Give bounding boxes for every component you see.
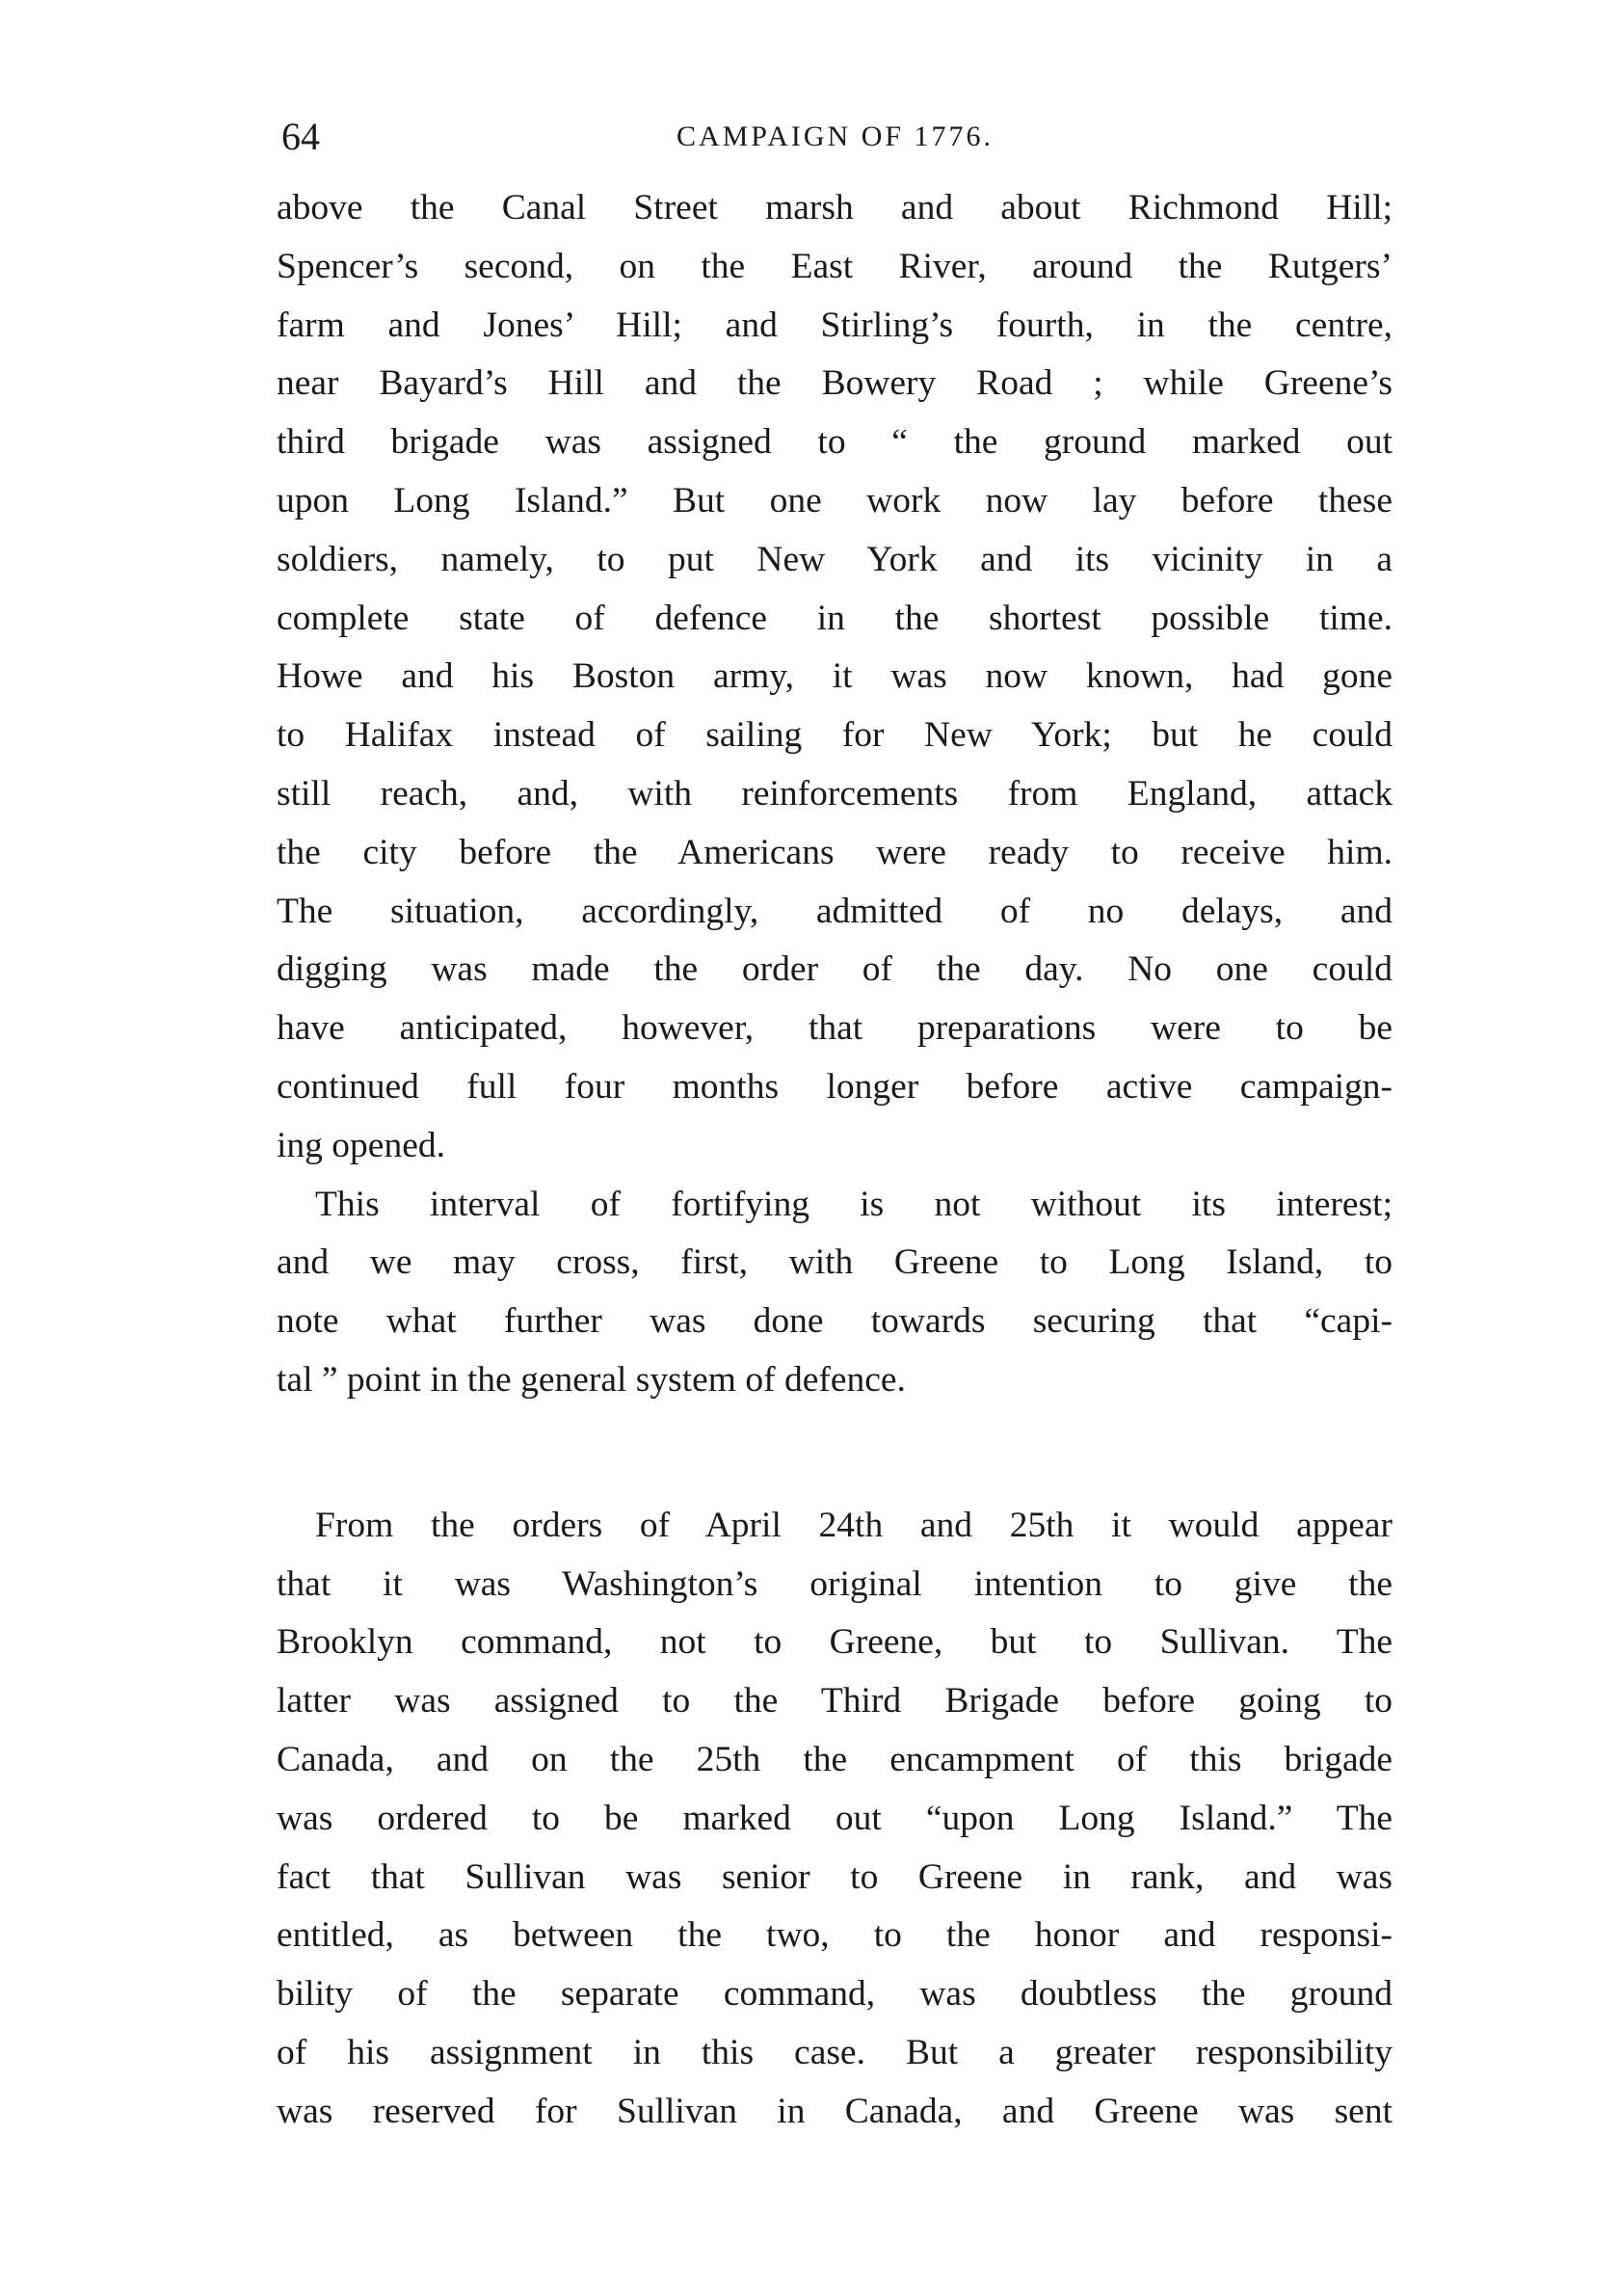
text-line: continued full four months longer before active campaign- <box>277 1066 1393 1107</box>
paragraph <box>277 1497 1393 2142</box>
body-text <box>277 179 1393 2142</box>
text-line: Howe and his Boston army, it was now known, had gone <box>277 656 1393 697</box>
text-line: the city before the Americans were ready to receive him. <box>277 832 1393 872</box>
text-line: entitled, as between the two, to the honor and responsi- <box>277 1915 1393 1956</box>
text-line: note what further was done towards securing that “capi- <box>277 1301 1393 1342</box>
text-line: latter was assigned to the Third Brigade before going to <box>277 1681 1393 1722</box>
text-line: complete state of defence in the shortest possible time. <box>277 598 1393 638</box>
page-number: 64 <box>281 115 320 158</box>
text-line: upon Long Island.” But one work now lay before these <box>277 480 1393 521</box>
text-line: have anticipated, however, that preparations were to be <box>277 1008 1393 1049</box>
text-line: was ordered to be marked out “upon Long Island.” The <box>277 1798 1393 1838</box>
text-line: still reach, and, with reinforcements from England, attack <box>277 773 1393 814</box>
text-line: was reserved for Sullivan in Canada, and Greene was sent <box>277 2091 1393 2131</box>
text-line: third brigade was assigned to “ the ground marked out <box>277 422 1393 463</box>
text-line: near Bayard’s Hill and the Bowery Road ; while Greene’s <box>277 363 1393 404</box>
text-line: Canada, and on the 25th the encampment of this brigade <box>277 1739 1393 1779</box>
text-line: The situation, accordingly, admitted of no delays, and <box>277 891 1393 931</box>
paragraph <box>277 179 1393 1176</box>
text-line: fact that Sullivan was senior to Greene in rank, and was <box>277 1856 1393 1897</box>
text-line: ing opened. <box>277 1125 445 1165</box>
text-line: Spencer’s second, on the East River, around the Rutgers’ <box>277 246 1393 286</box>
text-line: and we may cross, first, with Greene to Long Island, to <box>277 1242 1393 1283</box>
running-title: CAMPAIGN OF 1776. <box>676 120 995 152</box>
text-line: bility of the separate command, was doubtless the ground <box>277 1974 1393 2015</box>
text-line: to Halifax instead of sailing for New York; but he could <box>277 715 1393 756</box>
text-line: that it was Washington’s original intention to give the <box>277 1563 1393 1604</box>
running-head <box>274 108 1396 166</box>
text-line: digging was made the order of the day. No one could <box>277 949 1393 990</box>
section-break <box>277 1410 1393 1497</box>
text-line: above the Canal Street marsh and about Richmond Hill; <box>277 188 1393 227</box>
text-line: soldiers, namely, to put New York and its vicinity in a <box>277 539 1393 579</box>
text-line: From the orders of April 24th and 25th it would appear <box>315 1505 1393 1545</box>
text-line: of his assignment in this case. But a greater responsibility <box>277 2032 1393 2072</box>
text-line: tal ” point in the general system of defence. <box>277 1359 906 1400</box>
paragraph <box>277 1176 1393 1410</box>
text-line: farm and Jones’ Hill; and Stirling’s fourth, in the centre, <box>277 305 1393 345</box>
text-line: This interval of fortifying is not without its interest; <box>315 1184 1393 1224</box>
text-line: Brooklyn command, not to Greene, but to Sullivan. The <box>277 1622 1393 1663</box>
